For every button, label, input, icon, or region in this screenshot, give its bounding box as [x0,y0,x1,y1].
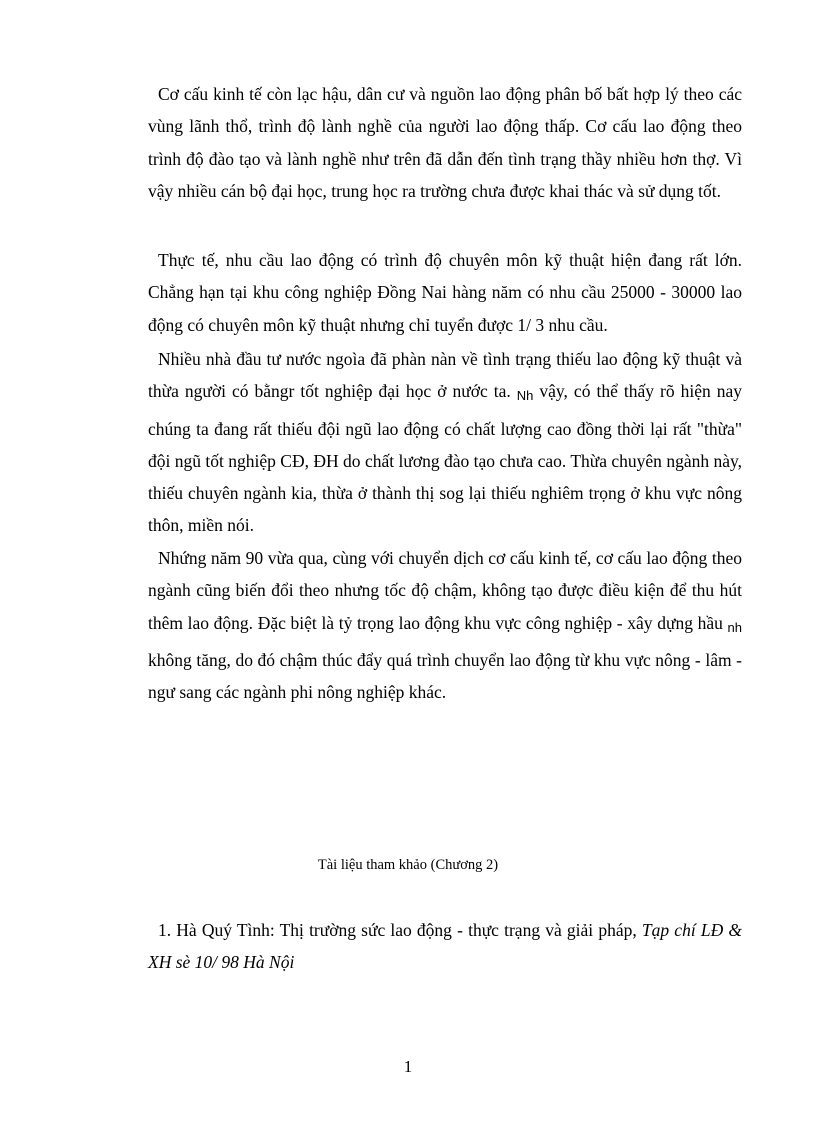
page-number: 1 [403,1057,413,1076]
paragraph-4-text-end: không tăng, do đó chậm thúc đẩy quá trình chuyển lao động từ khu vực nông - lâm - ngư sang các ngành phi nông nghiệp khác. [148,649,742,703]
paragraph-3-text-end: vậy, có thể thấy rõ hiện nay chúng ta đang rất thiếu đội ngũ lao động có chất lượng cao đồng thời lại rất "thừa" đội ngũ tốt nghiệp CĐ, ĐH do chất lương đào tạo chưa cao. Thừa chuyên ngành này, thiếu chuyên ngành kia, thừa ở thành thị sog lại thiếu nghiêm trọng ở khu vực nông thôn, miền nói. [148,381,743,536]
references-heading: Tài liệu tham khảo (Chương 2) [317,857,499,873]
reference-citation: 1. Hà Quý Tình: Thị trường sức lao động - thực trạng và giải pháp, [158,920,637,940]
paragraph-4-small-fragment: nh [727,619,742,635]
paragraph-3-small-fragment: Nh [516,388,534,404]
paragraph-3-text-start: Nhiều nhà đầu tư nước ngoìa đã phàn nàn về tình trạng thiếu lao động kỹ thuật và thừa người có bằngr tốt nghiệp đại học ở nước ta. [148,349,742,402]
body-paragraph-3 [148,343,742,542]
body-paragraph-4 [148,542,742,708]
reference-source: Tạp chí LĐ & XH sè 10/ 98 Hà Nội [148,920,742,972]
paragraph-4-text-start: Nhứng năm 90 vừa qua, cùng với chuyển dịch cơ cấu kinh tế, cơ cấu lao động theo ngành cũng biến đổi theo nhưng tốc độ chậm, không tạo được điều kiện để thu hút thêm lao động. Đặc biệt là tỷ trọng lao động khu vực công nghiệp - xây dựng hầu [148,548,742,633]
body-paragraph-1: Cơ cấu kinh tế còn lạc hậu, dân cư và nguồn lao động phân bố bất hợp lý theo các vùng lãnh thổ, trình độ lành nghề của người lao động thấp. Cơ cấu lao động theo trình độ đào tạo và lành nghề như trên đã dẫn đến tình trạng thầy nhiều hơn thợ. Vì vậy nhiều cán bộ đại học, trung học ra trường chưa được khai thác và sử dụng tốt. [148,84,742,201]
reference-item [148,914,742,978]
body-paragraph-2: Thực tế, nhu cầu lao động có trình độ chuyên môn kỹ thuật hiện đang rất lớn. Chẳng hạn tại khu công nghiệp Đồng Nai hàng năm có nhu cầu 25000 - 30000 lao động có chuyên môn kỹ thuật nhưng chỉ tuyển được 1/ 3 nhu cầu. [148,250,742,335]
